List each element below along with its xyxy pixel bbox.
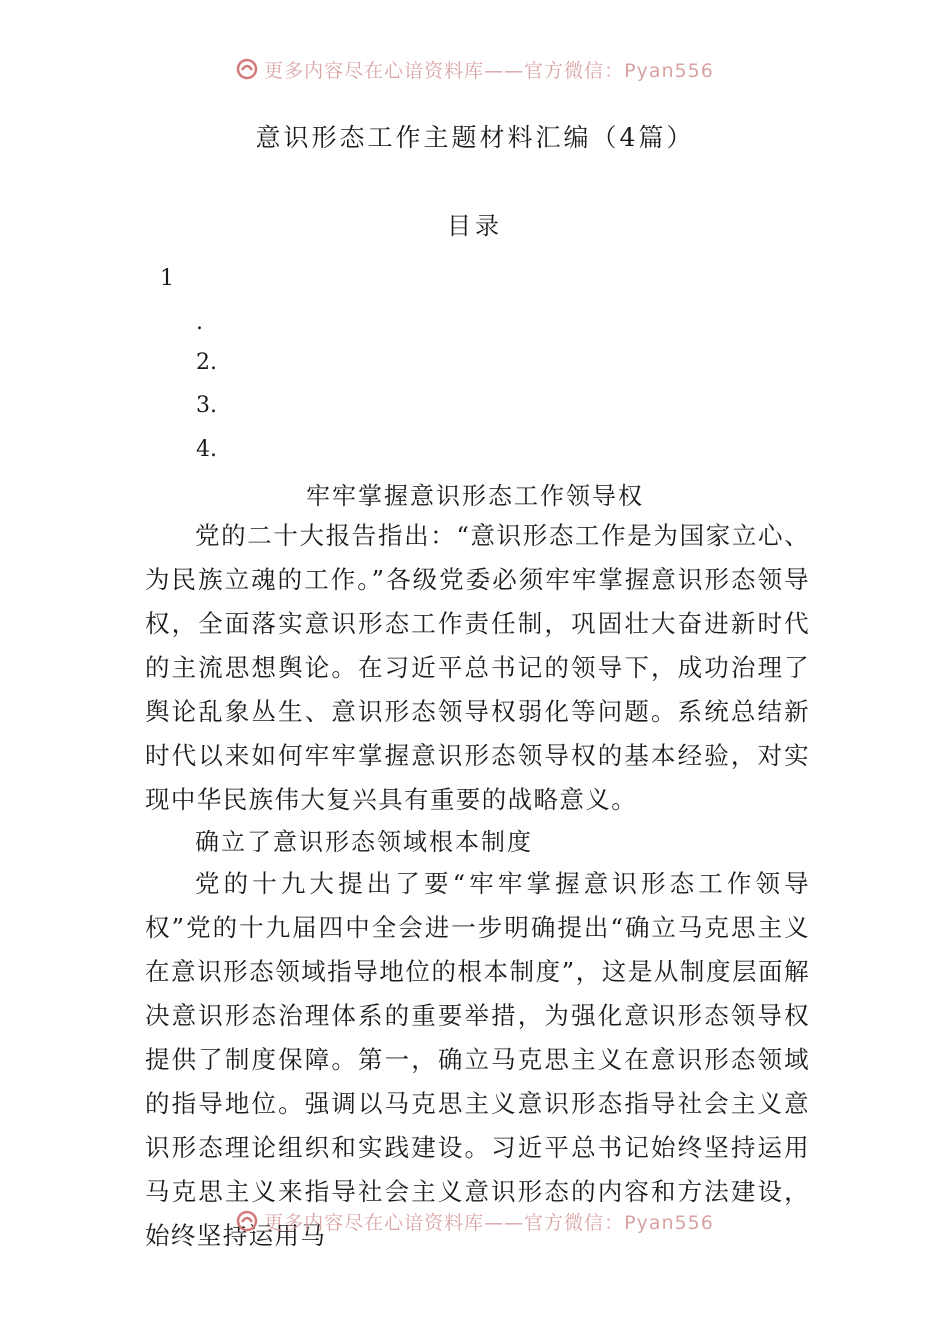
body-paragraph-2: 党的十九大提出了要“牢牢掌握意识形态工作领导权”党的十九届四中全会进一步明确提出“确立马克思主义在意识形态领域指导地位的根本制度”，这是从制度层面解决意识形态治理体系的重要举措，为强化意识形态领导权提供了制度保障。第一，确立马克思主义在意识形态领域的指导地位。强调以马克思主义意识形态指导社会主义意识形态理论组织和实践建设。习近平总书记始终坚持运用马克思主义来指导社会主义意识形态的内容和方法建设，始终坚持运用马 [145,869,810,1250]
watermark-text: 更多内容尽在心谙资料库——官方微信：Pyan556 [264,1211,714,1234]
watermark-text: 更多内容尽在心谙资料库——官方微信：Pyan556 [264,59,714,82]
toc-item-4[interactable]: 4. [196,437,217,462]
watermark-top [0,54,950,84]
body-paragraph-1: 党的二十大报告指出：“意识形态工作是为国家立心、为民族立魂的工作。”各级党委必须牢牢掌握意识形态领导权，全面落实意识形态工作责任制，巩固壮大奋进新时代的主流思想舆论。在习近平总书记的领导下，成功治理了舆论乱象丛生、意识形态领导权弱化等问题。系统总结新时代以来如何牢牢掌握意识形态领导权的基本经验，对实现中华民族伟大复兴具有重要的战略意义。 [145,521,810,814]
watermark-bottom [0,1206,950,1236]
toc-title: 目录 [447,212,503,240]
watermark-logo-icon [236,1210,258,1232]
section-heading: 牢牢掌握意识形态工作领导权 [306,482,644,510]
document-title: 意识形态工作主题材料汇编（4篇） [255,123,695,152]
section-subheading: 确立了意识形态领域根本制度 [195,828,533,856]
toc-item-1[interactable]: 1 [160,266,174,291]
watermark-logo-icon [236,58,258,80]
toc-item-3[interactable]: 3. [196,393,217,418]
toc-item-2[interactable]: 2. [196,350,217,375]
toc-item-1-dot[interactable]: . [196,310,203,335]
